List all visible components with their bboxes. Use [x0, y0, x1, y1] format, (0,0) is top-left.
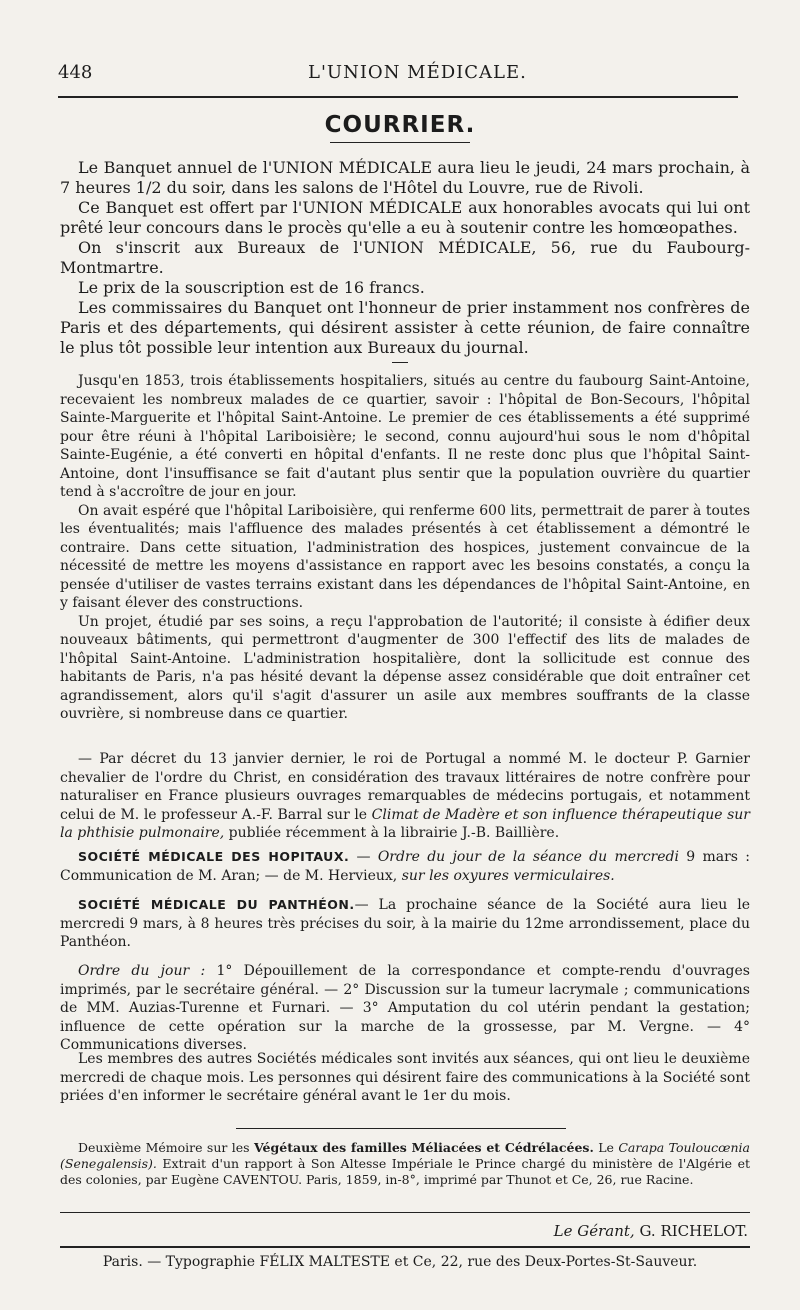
banquet-notice: [60, 158, 750, 358]
journal-title: L'UNION MÉDICALE.: [308, 62, 527, 83]
pantheon-order: [60, 962, 750, 1055]
banquet-paragraph: Le Banquet annuel de l'UNION MÉDICALE aura lieu le jeudi, 24 mars prochain, à 7 heures 1/2 du soir, dans les salons de l'Hôtel du Louvre, rue de Rivoli.: [60, 158, 750, 197]
banquet-paragraph: Le prix de la souscription est de 16 francs.: [78, 278, 425, 297]
portugal-decree: [60, 750, 750, 843]
page-number: 448: [58, 62, 93, 83]
bibliography-note: [60, 1140, 750, 1188]
members-paragraph: Les membres des autres Sociétés médicales sont invités aux séances, qui ont lieu le deuxième mercredi de chaque mois. Les personnes qui désirent faire des communications à la Société sont priées d'en informer le secrétaire général avant le 1er du mois.: [60, 1051, 750, 1104]
societe-pantheon: [60, 896, 750, 952]
order-label: Ordre du jour :: [78, 963, 206, 979]
biblio-title: Végétaux des familles Méliacées et Cédrélacées.: [254, 1140, 594, 1155]
footer-rule-thick: [60, 1246, 750, 1248]
biblio-lead: Deuxième Mémoire sur les: [78, 1140, 254, 1155]
decree-text: — Par décret du 13 janvier dernier, le roi de Portugal a nommé M. le docteur P. Garnier chevalier de l'ordre du Christ, en considération des travaux littéraires de notre confrère pour naturaliser en France plusieurs ouvrages remarquables de médecins portugais, et notamment celui de M. le professeur A.-F. Barral sur le: [60, 751, 750, 823]
hopitaux-order: Ordre du jour de la séance du mercredi: [377, 849, 679, 865]
hopitaux-text: Communication de M. Aran; — de M. Hervieux,: [60, 867, 402, 884]
hopitaux-dash: —: [349, 849, 378, 865]
society-name: SOCIÉTÉ MÉDICALE DU PANTHÉON.: [78, 897, 355, 912]
running-head: [58, 62, 738, 86]
banquet-paragraph: Ce Banquet est offert par l'UNION MÉDICALE aux honorables avocats qui lui ont prêté leur concours dans le procès qu'elle a eu à soutenir contre les homœopathes.: [60, 198, 750, 237]
hospitals-paragraph: Un projet, étudié par ses soins, a reçu l'approbation de l'autorité; il consiste à édifier deux nouveaux bâtiments, qui permettront d'augmenter de 300 l'effectif des lits de malades de l'hôpital Saint-Antoine. L'administration hospitalière, dont la sollicitude est connue des habitants de Paris, n'a pas hésité devant la dépense assez considérable que doit entraîner cet agrandissement, alors qu'il s'agit d'assurer un asile aux membres souffrants de la classe ouvrière, si nombreuse dans ce quartier.: [60, 613, 750, 722]
printer-imprint: Paris. — Typographie FÉLIX MALTESTE et Ce, 22, rue des Deux-Portes-St-Sauveur.: [102, 1254, 698, 1270]
pantheon-paragraph: [60, 896, 750, 952]
section-separator: [392, 362, 408, 363]
pantheon-members: [60, 1050, 750, 1106]
decree-tail: publiée récemment à la librairie J.-B. Baillière.: [224, 825, 560, 841]
biblio-rule: [236, 1128, 566, 1129]
title-rule: [330, 142, 470, 143]
footer-rule: [60, 1212, 750, 1213]
gerant-label: Le Gérant,: [553, 1222, 635, 1240]
society-name: SOCIÉTÉ MÉDICALE DES HOPITAUX.: [78, 849, 350, 864]
banquet-paragraph: On s'inscrit aux Bureaux de l'UNION MÉDICALE, 56, rue du Faubourg-Montmartre.: [60, 238, 750, 277]
hopitaux-paragraph: [60, 848, 750, 885]
hopitaux-subject: sur les oxyures vermiculaires.: [401, 867, 615, 884]
pantheon-order-paragraph: [60, 962, 750, 1055]
gerant-signature: [554, 1222, 748, 1240]
book-title: Climat de Madère et son influence thérapeutique sur la phthisie pulmonaire,: [60, 806, 750, 841]
hospitals-article: [60, 372, 750, 724]
hospitals-paragraph: On avait espéré que l'hôpital Lariboisière, qui renferme 600 lits, permettrait de parer à toutes les éventualités; mais l'affluence des malades présentés à cet établissement a démontré le contraire. Dans cette situation, l'administration des hospices, justement convaincue de la nécessité de mettre les moyens d'assistance en rapport avec les besoins constatés, a conçu la pensée d'utiliser de vastes terrains existant dans les dépendances de l'hôpital Saint-Antoine, en y faisant élever des constructions.: [60, 502, 750, 611]
societe-hopitaux: [60, 848, 750, 885]
biblio-tail: Extrait d'un rapport à Son Altesse Impériale le Prince chargé du ministère de l'Algérie et des colonies, par Eugène CAVENTOU. Paris, 1859, in-8°, imprimé par Thunot et Ce, 26, rue Racine.: [60, 1156, 750, 1187]
hopitaux-date: 9 mars :: [678, 849, 750, 865]
biblio-mid: Le: [593, 1140, 619, 1155]
gerant-name: G. RICHELOT.: [634, 1222, 748, 1240]
order-text: 1° Dépouillement de la correspondance et compte-rendu d'ouvrages imprimés, par le secrétaire général. — 2° Discussion sur la tumeur lacrymale ; communications de MM. Auzias-Turenne et Furnari. — 3° Amputation du col utérin pendant la gestation; influence de cette opération sur la marche de la grossesse, par M. Vergne. — 4° Communications diverses.: [60, 963, 750, 1053]
biblio-species: Carapa Touloucœnia (Senegalensis).: [60, 1140, 751, 1171]
hospitals-paragraph: Jusqu'en 1853, trois établissements hospitaliers, situés au centre du faubourg Saint-Antoine, recevaient les nombreux malades de ce quartier, savoir : l'hôpital de Bon-Secours, l'hôpital Sainte-Marguerite et l'hôpital Saint-Antoine. Le premier de ces établissements a été supprimé pour être réuni à l'hôpital Lariboisière; le second, connu aujourd'hui sous le nom d'hôpital Sainte-Eugénie, a été converti en hôpital d'enfants. Il ne reste donc plus que l'hôpital Saint-Antoine, dont l'insuffisance se fait d'autant plus sentir que la population ouvrière du quartier tend à s'accroître de jour en jour.: [60, 373, 750, 500]
portugal-paragraph: [60, 750, 750, 843]
biblio-paragraph: [60, 1140, 750, 1188]
section-title: COURRIER.: [324, 112, 476, 138]
header-rule: [58, 96, 738, 98]
pantheon-text: — La prochaine séance de la Société aura lieu le mercredi 9 mars, à 8 heures très précises du soir, à la mairie du 12me arrondissement, place du Panthéon.: [60, 897, 751, 950]
banquet-paragraph: Les commissaires du Banquet ont l'honneur de prier instamment nos confrères de Paris et des départements, qui désirent assister à cette réunion, de faire connaître le plus tôt possible leur intention aux Bureaux du journal.: [60, 298, 750, 357]
